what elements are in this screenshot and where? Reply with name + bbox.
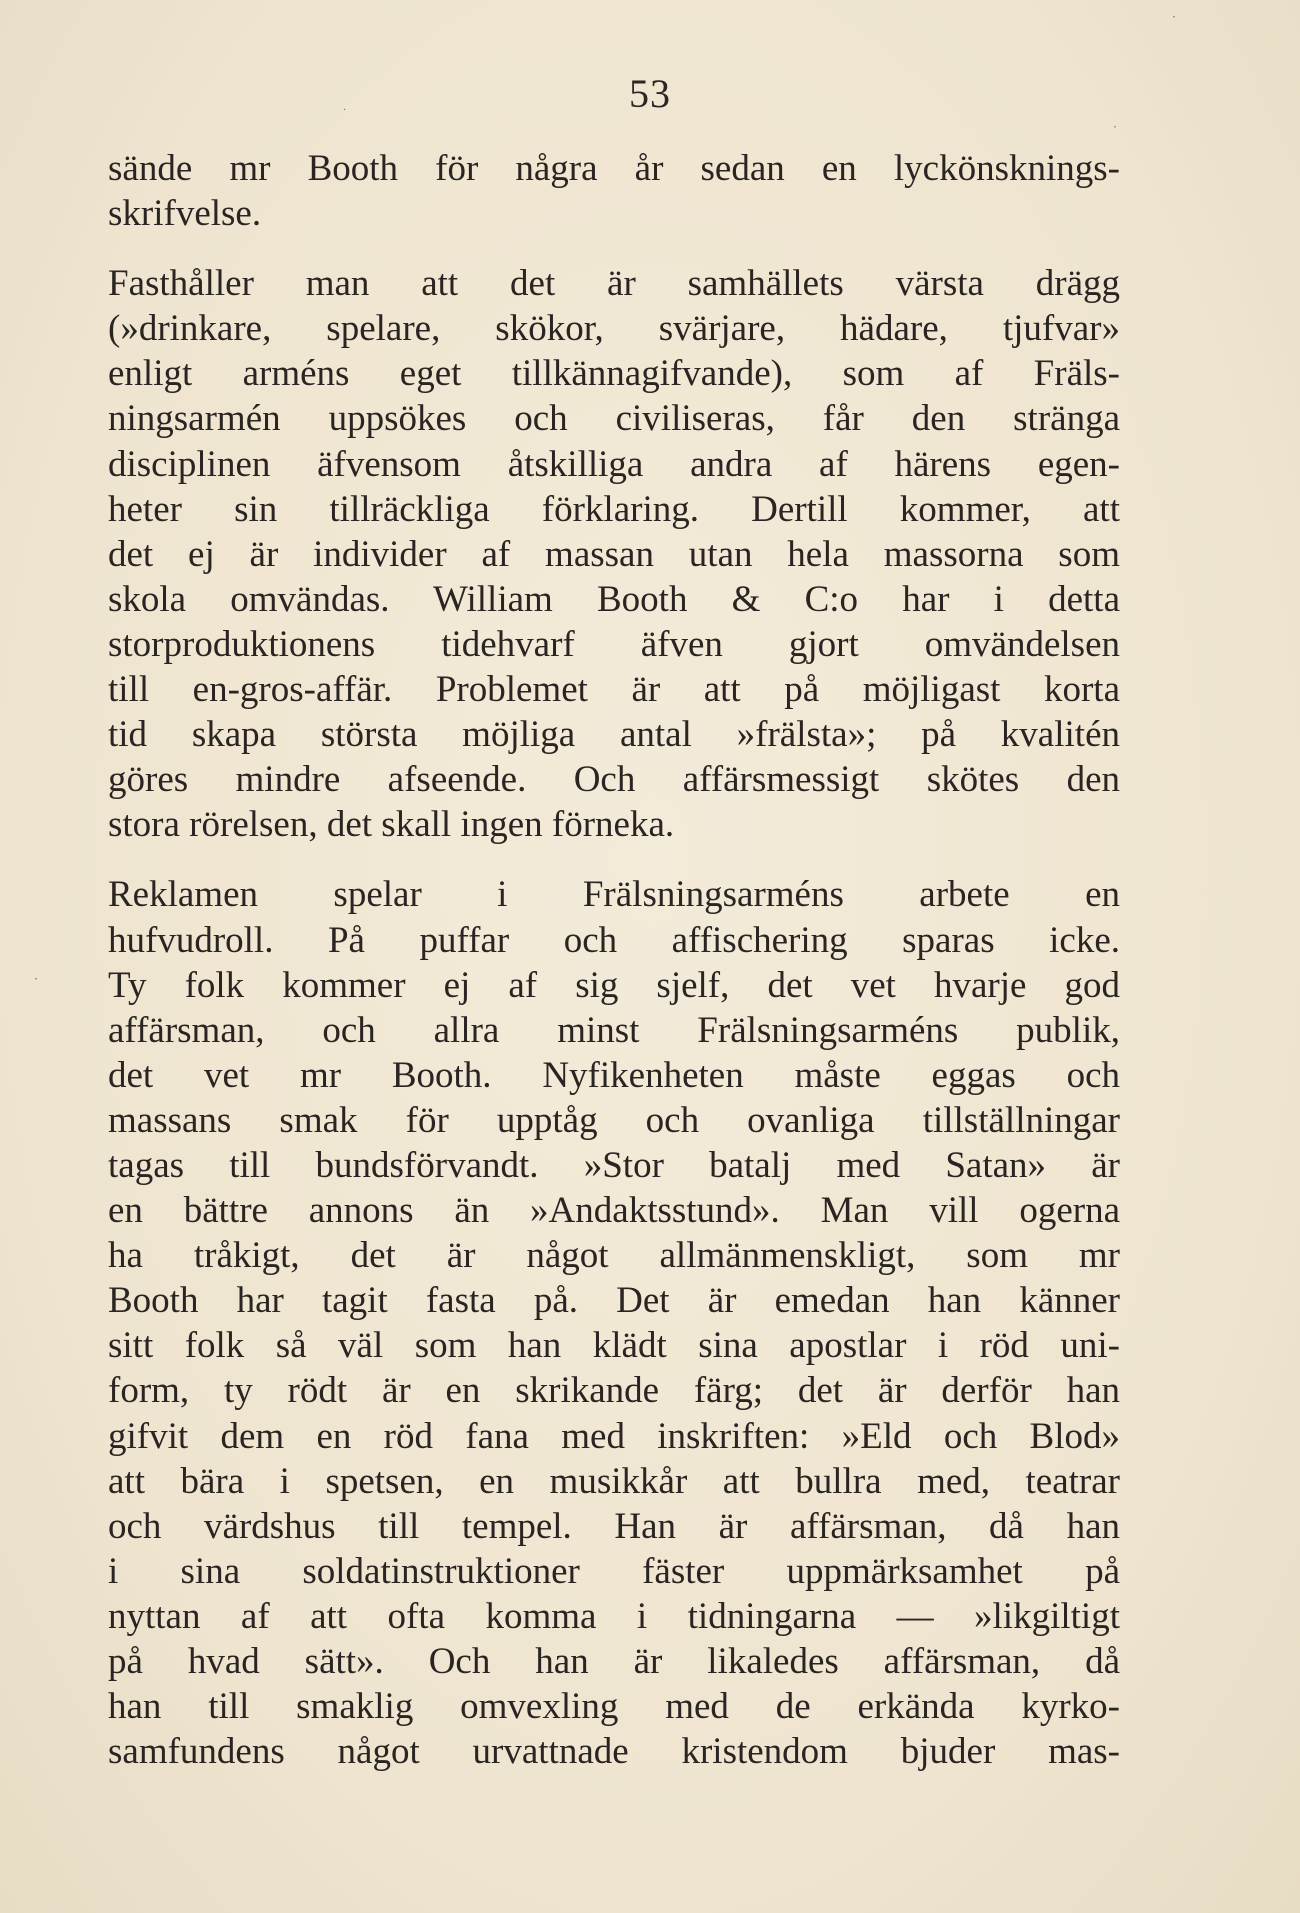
margin-speck-right: ·: [1113, 120, 1117, 134]
text-line: sitt folk så väl som han klädt sina apostlar i röd uni-: [108, 1325, 1120, 1367]
text-line: Reklamen spelar i Frälsningsarméns arbete en: [108, 874, 1120, 916]
text-line: storproduktionens tidehvarf äfven gjort omvändelsen: [108, 623, 1120, 665]
text-line: en bättre annons än »Andaktsstund». Man vill ogerna: [108, 1190, 1120, 1232]
text-line: Ty folk kommer ej af sig sjelf, det vet hvarje god: [108, 964, 1120, 1006]
text-line: disciplinen äfvensom åtskilliga andra af härens egen-: [108, 443, 1120, 485]
text-line: det vet mr Booth. Nyfikenheten måste eggas och: [108, 1054, 1120, 1096]
text-line: det ej är individer af massan utan hela massorna som: [108, 533, 1120, 575]
text-line: på hvad sätt». Och han är likaledes affärsman, då: [108, 1641, 1120, 1682]
text-line: och värdshus till tempel. Han är affärsman, då han: [108, 1505, 1120, 1547]
text-line: affärsman, och allra minst Frälsningsarméns publik,: [108, 1009, 1120, 1051]
margin-speck-top: ·: [343, 105, 347, 116]
paragraph-3: [108, 872, 1120, 1774]
body-text: [108, 146, 1120, 1774]
text-line: göres mindre afseende. Och affärsmessigt skötes den: [108, 759, 1120, 801]
text-line: sände mr Booth för några år sedan en lyckönsknings-: [108, 148, 1120, 189]
text-line: till en-gros-affär. Problemet är att på möjligast korta: [108, 669, 1120, 711]
margin-speck-left: ·: [34, 972, 38, 986]
text-line: samfundens något urvattnade kristendom bjuder mas-: [108, 1731, 1120, 1773]
text-line: i sina soldatinstruktioner fäster uppmärksamhet på: [108, 1550, 1120, 1592]
text-line: skrifvelse.: [108, 193, 262, 235]
text-line: gifvit dem en röd fana med inskriften: »Eld och Blod»: [108, 1415, 1120, 1457]
text-line: att bära i spetsen, en musikkår att bullra med, teatrar: [108, 1460, 1120, 1502]
text-line: hufvudroll. På puffar och affischering sparas icke.: [108, 919, 1120, 961]
text-line: Booth har tagit fasta på. Det är emedan han känner: [108, 1280, 1120, 1322]
text-line: nyttan af att ofta komma i tidningarna — »likgiltigt: [108, 1595, 1120, 1637]
text-line: (»drinkare, spelare, skökor, svärjare, hädare, tjufvar»: [108, 308, 1120, 350]
paragraph-2: [108, 261, 1120, 847]
text-line: form, ty rödt är en skrikande färg; det är derför han: [108, 1370, 1120, 1412]
text-line: heter sin tillräckliga förklaring. Dertill kommer, att: [108, 488, 1120, 530]
text-line: ningsarmén uppsökes och civiliseras, får den stränga: [108, 398, 1120, 440]
text-line: tagas till bundsförvandt. »Stor batalj med Satan» är: [108, 1144, 1120, 1186]
text-line: enligt arméns eget tillkännagifvande), som af Fräls-: [108, 353, 1120, 395]
text-line: Fasthåller man att det är samhällets värsta drägg: [108, 263, 1120, 305]
text-line: massans smak för upptåg och ovanliga tillställningar: [108, 1099, 1120, 1141]
text-line: ha tråkigt, det är något allmänmenskligt, som mr: [108, 1235, 1120, 1277]
text-line: stora rörelsen, det skall ingen förneka.: [108, 804, 675, 846]
page-number: 53: [629, 71, 671, 116]
margin-speck-corner: ·: [1172, 10, 1176, 24]
text-line: tid skapa största möjliga antal »frälsta»; på kvalitén: [108, 714, 1120, 756]
text-line: skola omvändas. William Booth & C:o har i detta: [108, 578, 1120, 620]
text-line: han till smaklig omvexling med de erkända kyrko-: [108, 1686, 1120, 1728]
paragraph-1: [108, 146, 1120, 236]
